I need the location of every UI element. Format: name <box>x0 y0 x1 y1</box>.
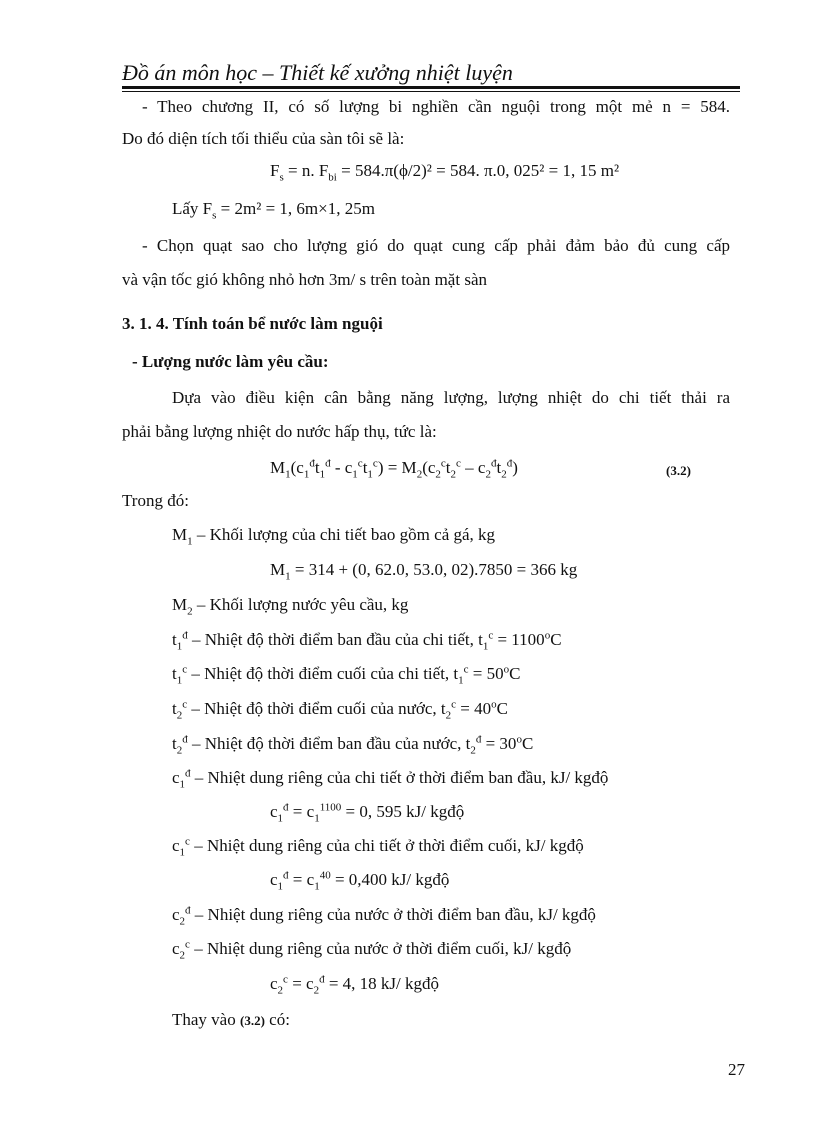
text-line: Lấy $F_s = 2m^2 = 1$, 6m×1, 25m <box>172 199 375 222</box>
document-header: Đồ án môn học – Thiết kế xưởng nhiệt luyện <box>122 60 513 85</box>
text-line: Do đó diện tích tối thiểu của sàn tôi sẽ là: <box>122 129 405 148</box>
def-c1-start: $c_1^đ$ – Nhiệt dung riêng của chi tiết ở thời điểm ban đầu, kJ/ kgđộ <box>172 767 609 791</box>
text-line: - Chọn quạt sao cho lượng gió do quạt cung cấp phải đảm bảo đủ cung cấp <box>142 236 730 255</box>
def-t1-start: $t_1^đ$ – Nhiệt độ thời điểm ban đầu của chi tiết, $t_1^c = 1100^oC$ <box>172 629 562 653</box>
text-line: Thay vào (3.2) có: <box>172 1010 290 1029</box>
def-m2: $M_2$ – Khối lượng nước yêu cầu, kg <box>172 595 409 618</box>
text-line: phải bằng lượng nhiệt do nước hấp thụ, tức là: <box>122 422 437 441</box>
formula-c1-end: $c_1^đ = c_1^{40} = 0,400$ kJ/ kgđộ <box>270 869 450 893</box>
def-m1: $M_1$ – Khối lượng của chi tiết bao gồm cả gá, kg <box>172 525 496 548</box>
subsection-heading: - Lượng nước làm yêu cầu: <box>132 352 329 371</box>
formula-fs: $F_s = n$. $F_{bi} = 584.\pi(\phi/2)^2 = 584$. π.0, 025² = 1, 15 m² <box>270 161 620 184</box>
text-line: - Theo chương II, có số lượng bi nghiền cần nguội trong một mẻ n = 584. <box>142 97 730 116</box>
page-number: 27 <box>728 1060 745 1079</box>
def-t2-end: $t_2^c$ – Nhiệt độ thời điểm cuối của nước, $t_2^c = 40^oC$ <box>172 698 508 722</box>
header-rule-thin <box>122 91 740 92</box>
section-heading: 3. 1. 4. Tính toán bể nước làm nguội <box>122 314 383 333</box>
text-line: Trong đó: <box>122 491 189 510</box>
def-c2-start: $c_2^đ$ – Nhiệt dung riêng của nước ở thời điểm ban đầu, kJ/ kgđộ <box>172 904 596 928</box>
text-line: và vận tốc gió không nhỏ hơn 3m/ s trên toàn mặt sàn <box>122 270 487 289</box>
formula-heat-balance: $M_1(c_1^đt_1^đ - c_1^ct_1^c) = M_2(c_2^ct_2^c - c_2^đt_2^đ)$ <box>270 457 518 481</box>
formula-m1: $M_1 = 314 + (0$, 62.0, 53.0, 02).7850 = 366 kg <box>270 560 578 583</box>
def-c2-end: $c_2^c$ – Nhiệt dung riêng của nước ở thời điểm cuối, kJ/ kgđộ <box>172 938 572 962</box>
def-c1-end: $c_1^c$ – Nhiệt dung riêng của chi tiết ở thời điểm cuối, kJ/ kgđộ <box>172 835 584 859</box>
header-rule-thick <box>122 86 740 89</box>
def-t1-end: $t_1^c$ – Nhiệt độ thời điểm cuối của chi tiết, $t_1^c = 50^oC$ <box>172 663 521 687</box>
formula-c1-start: $c_1^đ = c_1^{1100} = 0$, 595 kJ/ kgđộ <box>270 801 465 825</box>
formula-c2: $c_2^c = c_2^đ = 4$, 18 kJ/ kgđộ <box>270 973 440 997</box>
equation-number: (3.2) <box>666 463 691 478</box>
def-t2-start: $t_2^đ$ – Nhiệt độ thời điểm ban đầu của nước, $t_2^đ = 30^oC$ <box>172 733 534 757</box>
text-line: Dựa vào điều kiện cân bằng năng lượng, lượng nhiệt do chi tiết thải ra <box>172 388 730 407</box>
